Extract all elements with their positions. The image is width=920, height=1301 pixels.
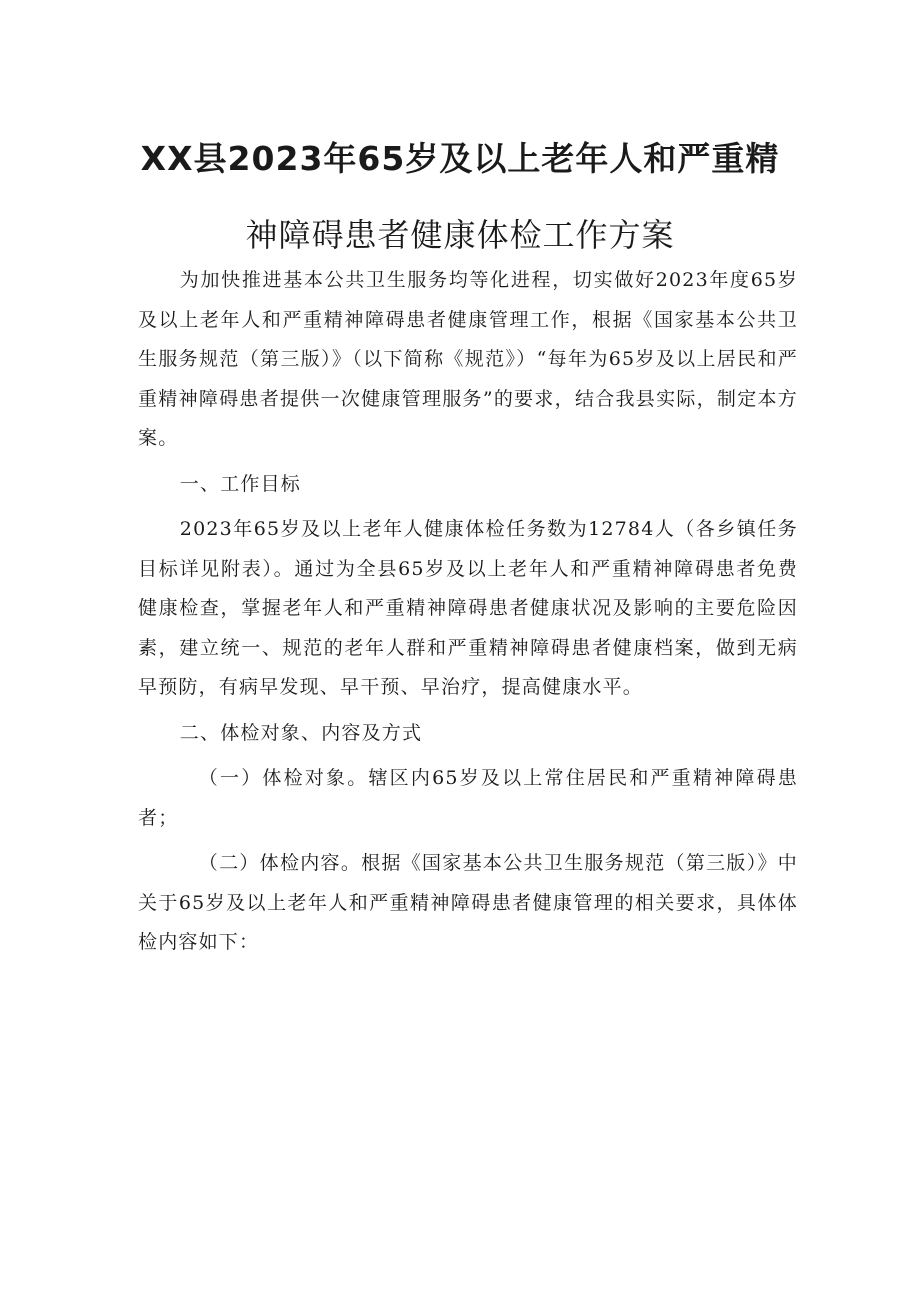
section-2-item-1: （一）体检对象。辖区内65岁及以上常住居民和严重精神障碍患者； <box>138 767 798 829</box>
section-1-paragraph: 2023年65岁及以上老年人健康体检任务数为12784人（各乡镇任务目标详见附表）。通过为全县65岁及以上老年人和严重精神障碍患者免费健康检查，掌握老年人和严重精神障碍患者健康状况及影响的主要危险因素，建立统一、规范的老年人群和严重精神障碍患者健康档案，做到无病早预防，有病早发现、早干预、早治疗，提高健康水平。 <box>138 518 798 698</box>
section-2-item-2: （二）体检内容。根据《国家基本公共卫生服务规范（第三版）》中关于65岁及以上老年人和严重精神障碍患者健康管理的相关要求，具体体检内容如下： <box>138 852 798 953</box>
intro-paragraph: 为加快推进基本公共卫生服务均等化进程，切实做好2023年度65岁及以上老年人和严重精神障碍患者健康管理工作，根据《国家基本公共卫生服务规范（第三版）》（以下简称《规范》）“每年为65岁及以上居民和严重精神障碍患者提供一次健康管理服务”的要求，结合我县实际，制定本方案。 <box>138 269 798 449</box>
document-title-line-1: XX县2023年65岁及以上老年人和严重精 <box>140 139 780 178</box>
document-body <box>138 261 798 963</box>
document-title-line-2: 神障碍患者健康体检工作方案 <box>245 216 675 254</box>
section-2-heading: 二、体检对象、内容及方式 <box>179 721 423 744</box>
section-1-heading: 一、工作目标 <box>179 472 301 495</box>
